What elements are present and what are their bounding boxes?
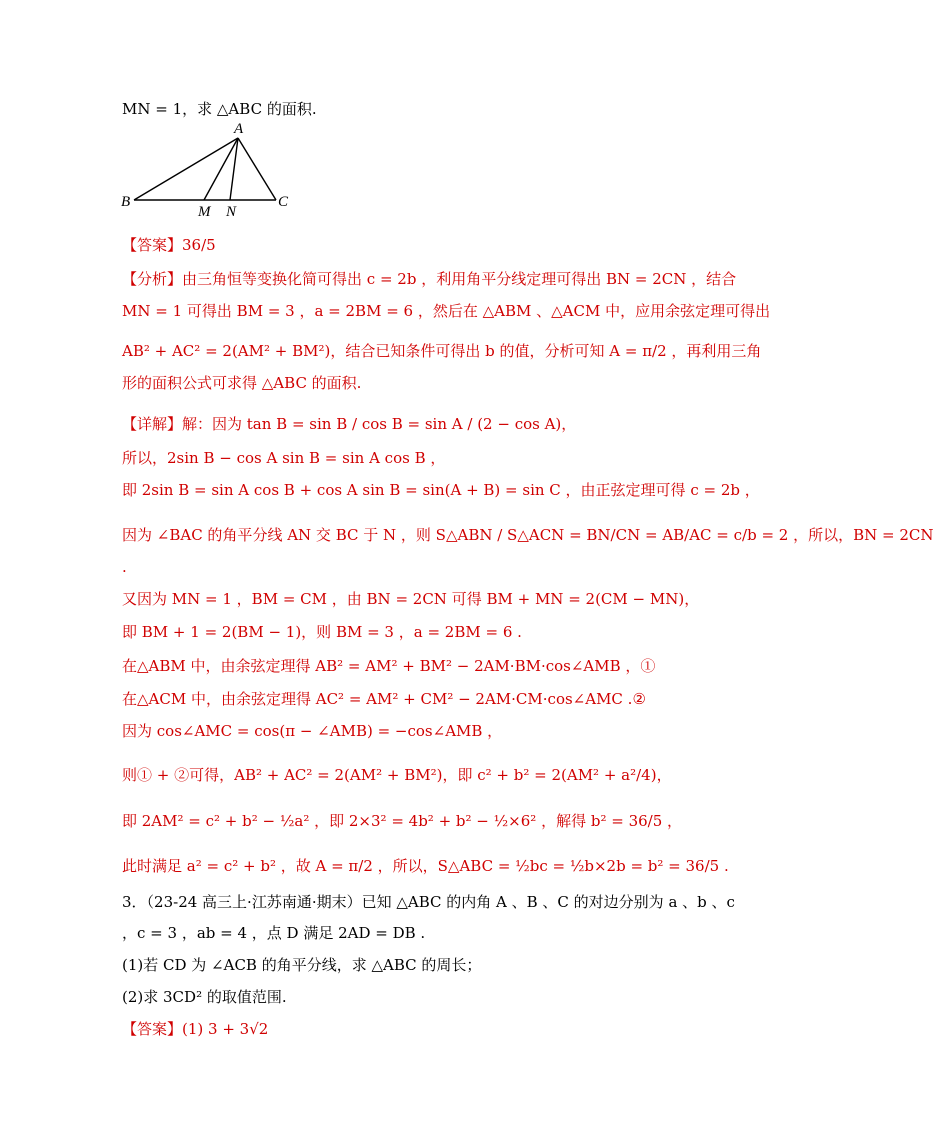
text-line-19: 此时满足 a² = c² + b² ，故 A = π/2 ，所以，S△ABC = ½bc = ½b×2b = b² = 36/5 . [122,857,729,875]
text-line-5: AB² + AC² = 2(AM² + BM²)，结合已知条件可得出 b 的值，分析可知 A = π/2 ，再利用三角 [122,342,762,360]
text-line-7: 【详解】解：因为 tan B = sin B / cos B = sin A / (2 − cos A)， [122,415,577,433]
segment-ab [134,138,238,200]
label-n: N [226,204,237,220]
text-line-1: MN = 1，求 △ABC 的面积. [122,100,317,118]
text-line-14: 在△ABM 中，由余弦定理得 AB² = AM² + BM² − 2AM·BM·cos∠AMB ，① [122,657,656,675]
text-line-18: 即 2AM² = c² + b² − ½a² ，即 2×3² = 4b² + b² − ½×6² ，解得 b² = 36/5 ， [122,812,683,830]
label-a: A [234,121,244,137]
text-line-22: (1)若 CD 为 ∠ACB 的角平分线，求 △ABC 的周长； [122,956,482,974]
text-line-15: 在△ACM 中，由余弦定理得 AC² = AM² + CM² − 2AM·CM·cos∠AMC .② [122,690,646,708]
label-b: B [121,194,131,210]
triangle-figure [118,118,298,218]
text-line-6: 形的面积公式可求得 △ABC 的面积. [122,374,362,392]
label-c: C [278,194,289,210]
segment-an [230,138,238,200]
text-line-8: 所以，2sin B − cos A sin B = sin A cos B ， [122,449,446,467]
text-line-21: ，c = 3 ，ab = 4 ，点 D 满足 2AD = DB . [122,924,426,942]
text-line-24: 【答案】(1) 3 + 3√2 [122,1020,269,1038]
text-line-20: 3．（23-24 高三上·江苏南通·期末）已知 △ABC 的内角 A 、B 、C 的对边分别为 a 、b 、c [122,893,735,911]
segment-am [204,138,238,200]
text-line-3: 【分析】由三角恒等变换化简可得出 c = 2b ，利用角平分线定理可得出 BN = 2CN ，结合 [122,270,737,288]
segment-ac [238,138,276,200]
label-m: M [198,204,211,220]
text-line-2: 【答案】36/5 [122,236,216,254]
text-line-17: 则① + ②可得，AB² + AC² = 2(AM² + BM²)，即 c² + b² = 2(AM² + a²/4)， [122,766,672,784]
text-line-12: 又因为 MN = 1 ，BM = CM ，由 BN = 2CN 可得 BM + MN = 2(CM − MN)， [122,590,700,608]
text-line-11: . [122,558,127,576]
text-line-23: (2)求 3CD² 的取值范围. [122,988,287,1006]
text-line-10: 因为 ∠BAC 的角平分线 AN 交 BC 于 N ，则 S△ABN / S△ACN = BN/CN = AB/AC = c/b = 2 ，所以，BN = 2CN [122,526,934,544]
text-line-13: 即 BM + 1 = 2(BM − 1)，则 BM = 3 ，a = 2BM = 6 . [122,623,522,641]
text-line-16: 因为 cos∠AMC = cos(π − ∠AMB) = −cos∠AMB ， [122,722,503,740]
text-line-9: 即 2sin B = sin A cos B + cos A sin B = sin(A + B) = sin C ，由正弦定理可得 c = 2b ， [122,481,760,499]
text-line-4: MN = 1 可得出 BM = 3 ，a = 2BM = 6 ，然后在 △ABM 、△ACM 中，应用余弦定理可得出 [122,302,771,320]
